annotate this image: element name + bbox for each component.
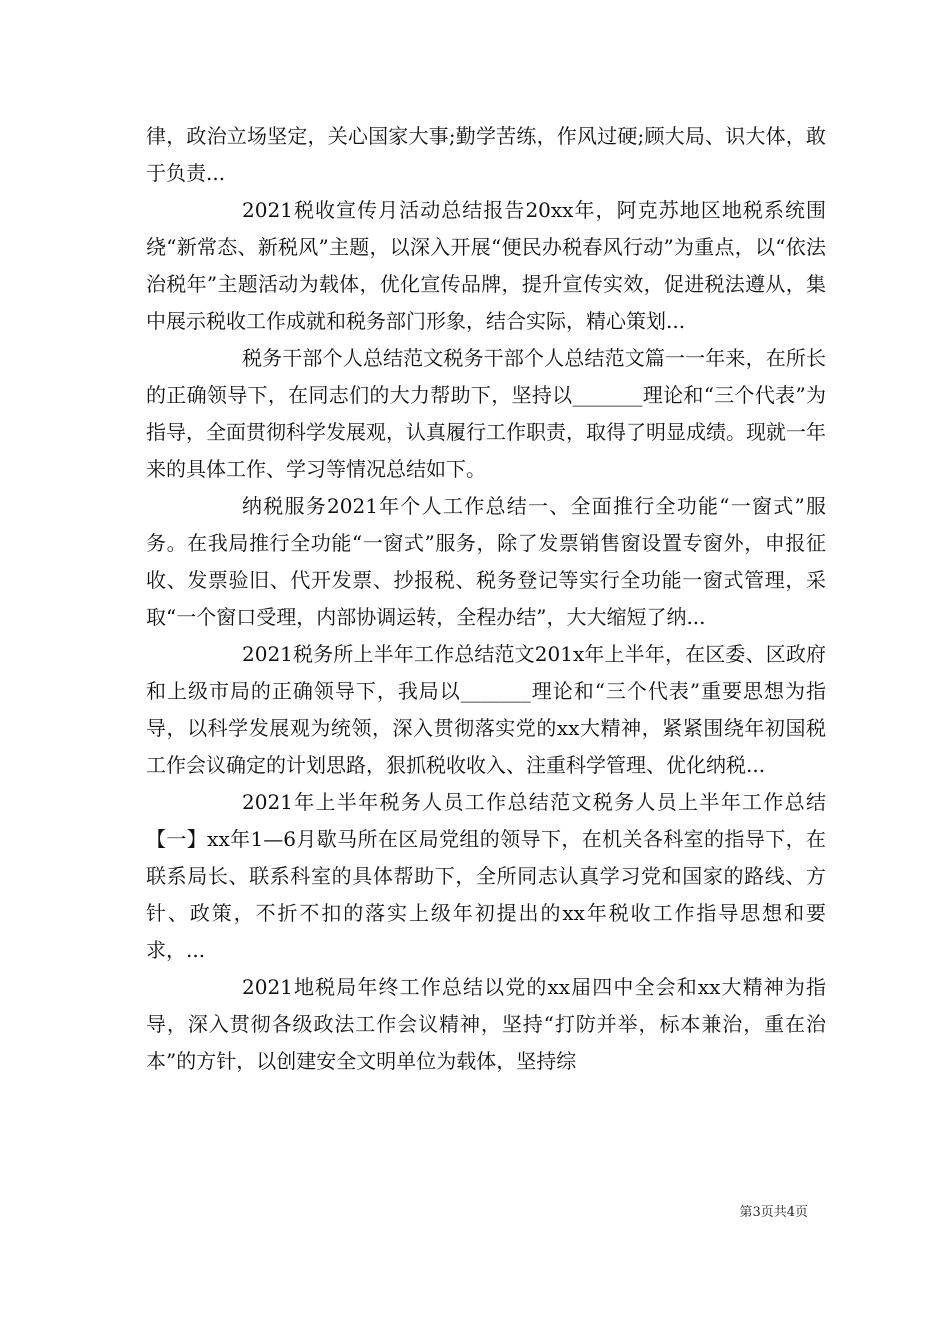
document-body	[146, 118, 826, 1080]
paragraph-4: 纳税服务2021年个人工作总结一、全面推行全功能“一窗式”服务。在我局推行全功能“一窗式”服务，除了发票销售窗设置专窗外，申报征收、发票验旧、代开发票、抄报税、税务登记等实行全功能一窗式管理，采取“一个窗口受理，内部协调运转，全程办结”，大大缩短了纳...	[146, 494, 826, 629]
page-number-footer: 第3页共4页	[739, 1205, 808, 1220]
paragraph-6: 2021年上半年税务人员工作总结范文税务人员上半年工作总结【一】xx年1—6月歇马所在区局党组的领导下，在机关各科室的指导下，在联系局长、联系科室的具体帮助下，全所同志认真学习党和国家的路线、方针、政策，不折不扣的落实上级年初提出的xx年税收工作指导思想和要求，...	[146, 790, 826, 962]
paragraph-7: 2021地税局年终工作总结以党的xx届四中全会和xx大精神为指导，深入贯彻各级政法工作会议精神，坚持“打防并举，标本兼治，重在治本”的方针，以创建安全文明单位为载体，坚持综	[146, 975, 826, 1073]
paragraph-3: 税务干部个人总结范文税务干部个人总结范文篇一一年来，在所长的正确领导下，在同志们的大力帮助下，坚持以_______理论和“三个代表”为指导，全面贯彻科学发展观，认真履行工作职责，取得了明显成绩。现就一年来的具体工作、学习等情况总结如下。	[146, 346, 826, 481]
paragraph-5: 2021税务所上半年工作总结范文201x年上半年，在区委、区政府和上级市局的正确领导下，我局以_______理论和“三个代表”重要思想为指导，以科学发展观为统领，深入贯彻落实党的xx大精神，紧紧围绕年初国税工作会议确定的计划思路，狠抓税收收入、注重科学管理、优化纳税...	[146, 642, 826, 777]
paragraph-2: 2021税收宣传月活动总结报告20xx年，阿克苏地区地税系统围绕“新常态、新税风”主题，以深入开展“便民办税春风行动”为重点，以“依法治税年”主题活动为载体，优化宣传品牌，提升宣传实效，促进税法遵从，集中展示税收工作成就和税务部门形象，结合实际，精心策划...	[146, 198, 826, 333]
paragraph-1: 律，政治立场坚定，关心国家大事;勤学苦练，作风过硬;顾大局、识大体，敢于负责...	[146, 124, 826, 185]
